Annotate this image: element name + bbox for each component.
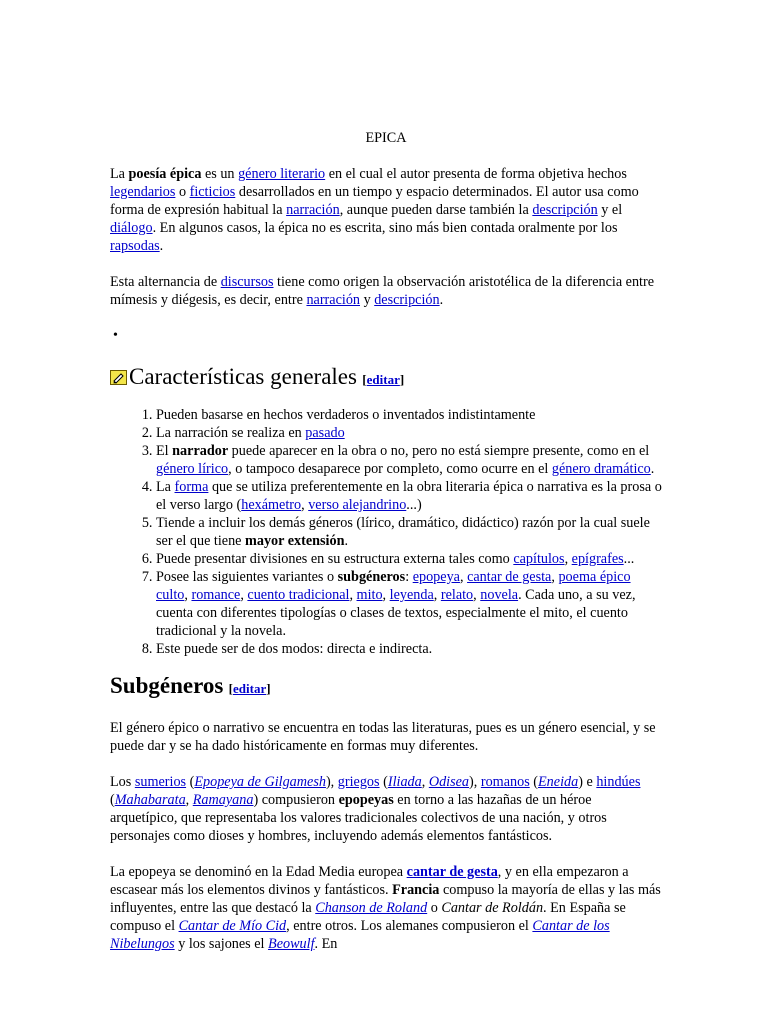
text-run: Este puede ser de dos modos: directa e indirecta. [156,641,433,657]
intro-paragraph [110,165,662,255]
text-run: ( [379,774,388,790]
link-epopeya[interactable]: epopeya [412,569,460,585]
text-run: es un [201,166,239,182]
alternancia-paragraph [110,273,662,309]
text-run: La epopeya se denominó en la Edad Media europea [110,864,407,880]
link-epopeya-de-gilgamesh[interactable]: Epopeya de Gilgamesh [194,774,326,790]
text-run: en torno a las hazañas de un héroe arquetípico, que representaba los valores tradicionales colectivos de una nación, y otros personajes como dioses y hombres, incluyendo además elementos fantásticos. [110,792,607,844]
text-run: , [349,587,357,603]
text-run: , [459,569,468,585]
link-genero-lirico[interactable]: género lírico [156,461,229,477]
text-run: El [156,443,173,459]
list-item [156,442,662,478]
bracket-open: [ [228,681,233,696]
text-run: o [175,184,190,200]
link-descripcion[interactable]: descripción [374,292,440,308]
link-narracion[interactable]: narración [306,292,361,308]
link-griegos[interactable]: griegos [337,774,380,790]
term-mayor-extension: mayor extensión [245,533,345,549]
text-run: ) compusieron [253,792,339,808]
text-run: Tiende a incluir los demás géneros (lírico, dramático, didáctico) razón por la cual suele ser el que tiene [156,515,650,549]
text-run: Puede presentar divisiones en su estructura externa tales como [156,551,514,567]
text-run: . Cada uno, a su vez, cuenta con diferentes tipologías o clases de textos, especialmente el mito, el cuento tradicional y la novela. [156,587,636,639]
link-beowulf[interactable]: Beowulf [268,936,315,952]
link-chanson-de-roland[interactable]: Chanson de Roland [315,900,428,916]
subgeneros-paragraph-3 [110,863,662,953]
section-heading-subgeneros [110,672,662,703]
text-run: , o tampoco desaparece por completo, como ocurre en el [228,461,552,477]
link-forma[interactable]: forma [174,479,209,495]
text-run: . [439,292,444,308]
text-run: ), [469,774,481,790]
list-item [156,550,662,568]
text-run: . En [314,936,338,952]
text-run: desarrollados en un tiempo y espacio determinados. El autor usa como forma de expresión habitual la [110,184,639,218]
bracket-close: ] [266,681,271,696]
link-genero-dramatico[interactable]: género dramático [551,461,651,477]
text-run: , [473,587,481,603]
link-rapsodas[interactable]: rapsodas [110,238,160,254]
link-cantar-de-gesta[interactable]: cantar de gesta [406,864,498,880]
link-discursos[interactable]: discursos [220,274,274,290]
link-verso-alejandrino[interactable]: verso alejandrino [308,497,407,513]
text-run: compuso la mayoría de ellas y las más influyentes, entre las que destacó la [110,882,661,916]
text-run: ( [529,774,539,790]
text-run: Los [110,774,135,790]
section-heading-caracteristicas [110,363,662,394]
link-cantar-de-mio-cid[interactable]: Cantar de Mío Cid [178,918,287,934]
link-genero-literario[interactable]: género literario [238,166,326,182]
text-run: Esta alternancia de [110,274,221,290]
text-run: o [427,900,442,916]
text-run: y el [597,202,623,218]
text-run: , [185,792,193,808]
term-francia: Francia [392,882,440,898]
link-hindues[interactable]: hindúes [596,774,641,790]
text-run: La [156,479,175,495]
term-narrador: narrador [172,443,229,459]
text-run: , [551,569,559,585]
bracket-close: ] [399,372,405,387]
link-capitulos[interactable]: capítulos [513,551,565,567]
features-list [110,406,662,658]
heading-text: Subgéneros [110,673,224,698]
link-eneida[interactable]: Eneida [538,774,579,790]
list-item [156,568,662,640]
text-run: La narración se realiza en [156,425,306,441]
text-run: , [433,587,441,603]
edit-link[interactable]: editar [366,372,400,387]
page-title: EPICA [365,130,407,146]
text-run: ( [110,792,115,808]
list-item [110,327,662,345]
document-content [110,129,662,971]
text-run: , [421,774,429,790]
link-mahabarata[interactable]: Mahabarata [114,792,186,808]
text-run: . [159,238,164,254]
text-run: . [344,533,349,549]
text-run: ... [623,551,635,567]
link-dialogo[interactable]: diálogo [110,220,153,236]
text-run: tiene como origen la observación aristotélica de la diferencia entre mímesis y diégesis, es decir, entre [110,274,655,308]
term-epopeyas: epopeyas [338,792,394,808]
link-hexametro[interactable]: hexámetro [241,497,302,513]
list-item [156,406,662,424]
link-leyenda[interactable]: leyenda [389,587,434,603]
list-item [156,640,662,658]
heading-text: Características generales [129,364,357,389]
subgeneros-paragraph-1: El género épico o narrativo se encuentra en todas las literaturas, pues es un género esencial, y se puede dar y se ha dado históricamente en formas muy diferentes. [110,720,656,754]
text-run: , [382,587,390,603]
term-poesia-epica: poesía épica [128,166,202,182]
link-romanos[interactable]: romanos [480,774,530,790]
text-run: en el cual el autor presenta de forma objetiva hechos [325,166,627,182]
text-run: , [240,587,248,603]
bracket-open: [ [362,372,367,387]
text-run: Posee las siguientes variantes o [156,569,338,585]
text-run: ( [186,774,195,790]
text-run: y [360,292,375,308]
text-run: . [650,461,655,477]
text-run: , entre otros. Los alemanes compusieron el [286,918,533,934]
edit-section-link [229,681,271,696]
link-cantar-de-los-nibelungos[interactable]: Cantar de los Nibelungos [110,918,610,952]
text-run: , [301,497,309,513]
edit-link[interactable]: editar [233,681,267,696]
empty-bullet-list [110,327,662,363]
link-ficticios[interactable]: ficticios [189,184,236,200]
link-mito[interactable]: mito [356,587,383,603]
edit-section-link [362,372,404,387]
link-legendarios[interactable]: legendarios [110,184,176,200]
link-cuento-tradicional[interactable]: cuento tradicional [247,587,350,603]
link-cantar-de-gesta[interactable]: cantar de gesta [467,569,552,585]
text-run: y los sajones el [174,936,269,952]
link-relato[interactable]: relato [440,587,474,603]
text-run: , [184,587,192,603]
text-run: , y en ella empezaron a escasear más los elementos divinos y fantásticos. [110,864,629,898]
link-odisea[interactable]: Odisea [428,774,470,790]
link-pasado[interactable]: pasado [305,425,345,441]
text-run: , [564,551,572,567]
link-sumerios[interactable]: sumerios [134,774,187,790]
link-iliada[interactable]: Iliada [387,774,422,790]
text-run: , aunque pueden darse también la [339,202,533,218]
list-item [156,478,662,514]
text-run: ...) [406,497,422,513]
subgeneros-paragraph-2 [110,773,662,845]
link-ramayana[interactable]: Ramayana [192,792,254,808]
pencil-icon [110,370,127,385]
list-item [156,514,662,550]
text-run: . En algunos casos, la épica no es escrita, sino más bien contada oralmente por los [152,220,618,236]
title-cantar-de-roldan: Cantar de Roldán [441,900,544,916]
term-subgeneros: subgéneros [337,569,406,585]
link-narracion[interactable]: narración [286,202,340,218]
link-romance[interactable]: romance [191,587,241,603]
text-run: . En España se compuso el [110,900,626,934]
text-run: : [405,569,413,585]
link-poema-epico-culto[interactable]: poema épico culto [156,569,631,603]
link-novela[interactable]: novela [480,587,519,603]
list-item [156,424,662,442]
link-descripcion[interactable]: descripción [532,202,598,218]
text-run: Pueden basarse en hechos verdaderos o inventados indistintamente [156,407,536,423]
text-run: ) e [578,774,597,790]
link-epigrafes[interactable]: epígrafes [571,551,624,567]
bullet-icon: • [113,328,118,343]
text-run: ), [325,774,338,790]
text-run: La [110,166,129,182]
text-run: puede aparecer en la obra o no, pero no está siempre presente, como en el [228,443,650,459]
text-run: que se utiliza preferentemente en la obra literaria épica o narrativa es la prosa o el verso largo ( [156,479,662,513]
